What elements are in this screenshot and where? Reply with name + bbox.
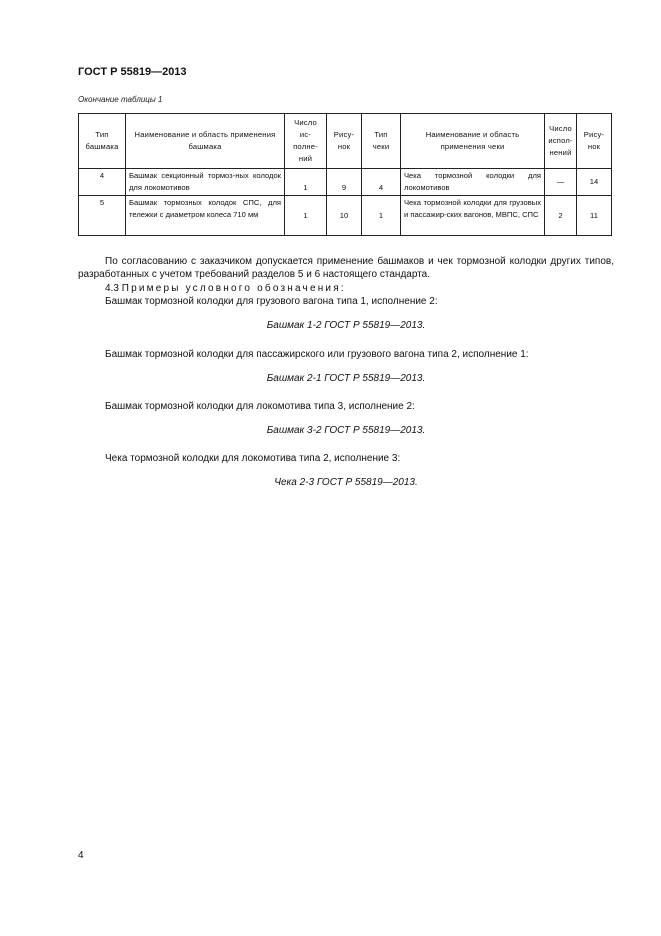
table-row xyxy=(79,169,612,196)
cell-key-versions: — xyxy=(545,169,577,196)
designation-table xyxy=(78,113,612,236)
example-intro-1: Башмак тормозной колодки для грузового вагона типа 1, исполнение 2: xyxy=(105,296,438,307)
example-designation-3: Башмак 3-2 ГОСТ Р 55819—2013. xyxy=(266,425,426,436)
header-shoe-type: Тип башмака xyxy=(79,114,126,169)
cell-key-name: Чека тормозной колодки для локомотивов xyxy=(401,169,545,196)
header-shoe-name: Наименование и область применения башмака xyxy=(126,114,285,169)
section-number: 4.3 xyxy=(105,283,119,294)
section-heading-4-3 xyxy=(78,282,614,295)
header-key-figure: Рису-нок xyxy=(577,114,612,169)
section-colon: : xyxy=(340,283,344,294)
cell-key-type: 4 xyxy=(362,169,401,196)
table-row xyxy=(79,196,612,236)
cell-key-type: 1 xyxy=(362,196,401,236)
cell-shoe-figure: 9 xyxy=(327,169,362,196)
cell-shoe-name: Башмак секционный тормоз-ных колодок для локомотивов xyxy=(126,169,285,196)
cell-shoe-figure: 10 xyxy=(327,196,362,236)
section-title: Примеры условного обозначения xyxy=(121,283,341,294)
cell-shoe-type: 5 xyxy=(79,196,126,236)
header-shoe-versions: Число ис-полне-ний xyxy=(285,114,327,169)
example-intro-2: Башмак тормозной колодки для пассажирского или грузового вагона типа 2, исполнение 1: xyxy=(105,349,529,360)
cell-shoe-versions: 1 xyxy=(285,169,327,196)
header-key-versions: Число испол-нений xyxy=(545,114,577,169)
table-header-row xyxy=(79,114,612,169)
header-key-type: Тип чеки xyxy=(362,114,401,169)
example-intro-4: Чека тормозной колодки для локомотива типа 2, исполнение 3: xyxy=(105,453,401,464)
example-intro-3: Башмак тормозной колодки для локомотива типа 3, исполнение 2: xyxy=(105,401,415,412)
header-key-name: Наименование и область применения чеки xyxy=(401,114,545,169)
example-designation-1: Башмак 1-2 ГОСТ Р 55819—2013. xyxy=(266,320,426,331)
example-designation-2: Башмак 2-1 ГОСТ Р 55819—2013. xyxy=(266,373,426,384)
cell-key-versions: 2 xyxy=(545,196,577,236)
cell-shoe-type: 4 xyxy=(79,169,126,196)
example-designation-4: Чека 2-3 ГОСТ Р 55819—2013. xyxy=(274,477,418,488)
cell-key-figure: 11 xyxy=(577,196,612,236)
cell-shoe-versions: 1 xyxy=(285,196,327,236)
cell-key-name: Чека тормозной колодки для грузовых и пассажир-ских вагонов, МВПС, СПС xyxy=(401,196,545,236)
cell-key-figure: 14 xyxy=(577,169,612,196)
document-header: ГОСТ Р 55819—2013 xyxy=(78,66,187,78)
header-shoe-figure: Рису-нок xyxy=(327,114,362,169)
page-number: 4 xyxy=(78,850,84,861)
table-caption: Окончание таблицы 1 xyxy=(78,95,163,104)
paragraph-agreement: По согласованию с заказчиком допускается применение башмаков и чек тормозной колодки других типов, разработанных с учетом требований разделов 5 и 6 настоящего стандарта. xyxy=(78,256,614,280)
cell-shoe-name: Башмак тормозных колодок СПС, для тележки с диаметром колеса 710 мм xyxy=(126,196,285,236)
